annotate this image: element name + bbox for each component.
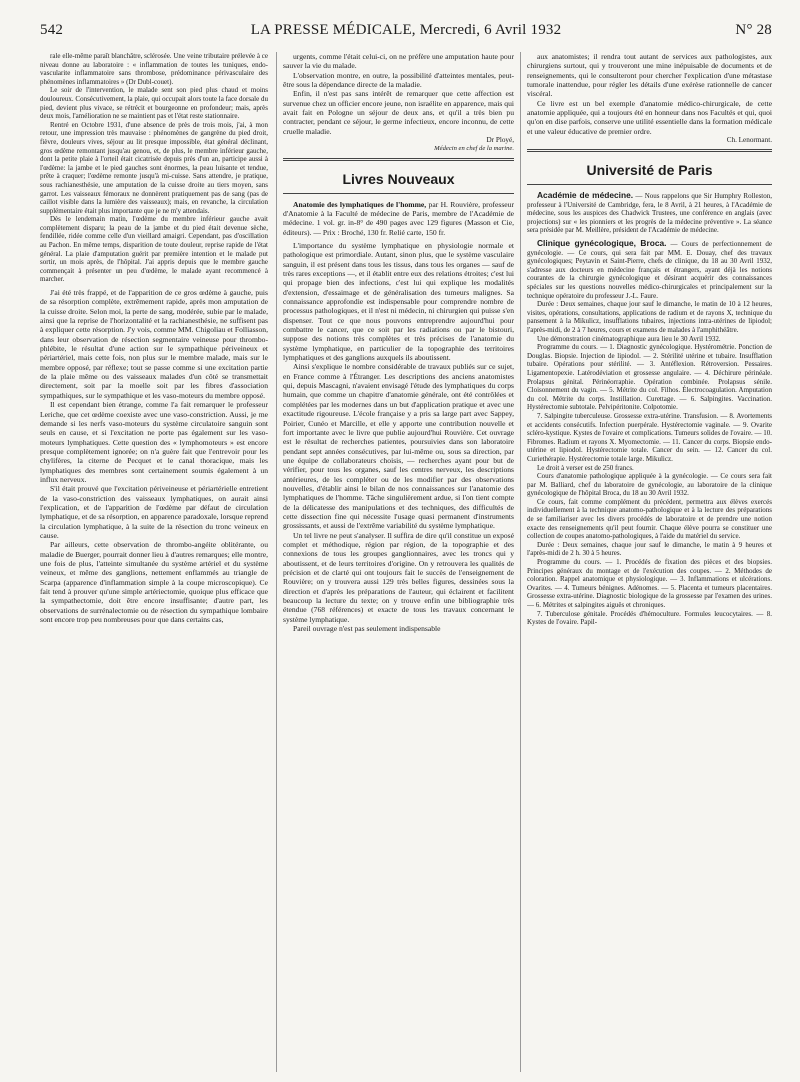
- subsection-heading: Clinique gynécologique, Broca.: [537, 238, 667, 249]
- paragraph: Une démonstration cinématographique aura lieu le 30 Avril 1932.: [537, 334, 721, 343]
- paragraph: J'ai été très frappé, et de l'apparition de ce gros œdème à gauche, puis de sa résorption complète, extrêmement rapide, après mon amputation de la cuisse droite. Selon moi, la perte de sang, modérée, subie par le malade, ainsi que la reprise de l'horizontalité et la rachianesthésie, ne suffisent pas à expliquer cette résorption. J'y vois, comme MM. Chigoliau et Folliasson, dans leur observation de résection segmentaire veineuse pour thrombo-phlébite, le résultat d'une action sur le sympathique périveineux et périartériel, mais cette fois, non plus sur le membre malade, mais sur le membre opposé, par réflexe; tout se passe comme si une excitation partie de la plaie même ou des vaisseaux malades d'un côté se transmettait directement, soit par la moelle soit par les fibres d'association sympathiques, sur le sympathique et les vaso-moteurs du membre opposé.: [40, 288, 268, 400]
- paragraph: 7. Salpingite tuberculeuse. Grossesse extra-utérine. Transfusion. — 8. Avortements et accidents consécutifs. Infection puerpérale. Hystérectomie vaginale. — 9. Ovarite scléro-kystique. Kystes de l'ovaire et complications. Tumeurs solides de l'ovaire. — 10. Fibromes. Radium et rayons X. Myomectomie. — 11. Cancer du corps. Biopsie endo-utérine et lipiodol. Hystérectomie totale. Cancer du sein. — 12. Cancer du col. Curiethérapie. Hystérectomie totale large. Mikulicz.: [527, 411, 772, 463]
- author-signature: Dr Ployé,: [486, 136, 514, 145]
- journal-title: LA PRESSE MÉDICALE, Mercredi, 6 Avril 1932: [250, 22, 562, 38]
- paragraph: Programme du cours. — 1. Procédés de fixation des pièces et des biopsies. Principes généraux du montage et de l'exécution des coupes. — 2. Méthodes de coloration. Rappel anatomique et physiologique. — 3. Inflammations et ulcérations. Ovarites. — 4. Tumeurs bénignes. Adénomes. — 5. Placenta et tumeurs placentaires. Grossesse extra-utérine. Diagnostic biologique de la grossesse par l'examen des urines. — 6. Métrites et salpingites aiguës et chroniques.: [527, 558, 772, 609]
- paragraph: S'il était prouvé que l'excitation périveineuse et périartérielle entretient de la vaso-constriction des vaisseaux lymphatiques, on aurait ainsi l'explication, et de l'apparition de l'œdème par défaut de circulation lymphatique, et de sa résorption, en apparence paradoxale, lorsque reprend la circulation lymphatique, à la suite de la résection du tronc veineux en cause.: [40, 484, 268, 540]
- issue-number: N° 28: [735, 22, 772, 38]
- paragraph: L'importance du système lymphatique en physiologie normale et pathologique est primordiale. Autant, sinon plus, que le système vasculaire sanguin, il est présent dans tous les tissus, dans tous les organes — sauf de très rares exceptions —, et il établit entre eux des relations étroites; c'est lui qui propage bien des infections, c'est lui qui explique les modalités d'extension, d'essaimage et de généralisation des tumeurs malignes. Sa connaissance approfondie est indispensable pour comprendre nombre de processus pathologiques, et il n'est ni médecin, ni chirurgien qui puisse s'en dispenser. Tout ce que nous pouvons entreprendre aujourd'hui pour combattre le cancer, que ce soit par les radiations ou par le bistouri, suppose des notions très complètes et très précises de l'anatomie du système lymphatique, en particulier de la topographie des territoires lymphatiques et des ganglions auxquels ils aboutissent.: [283, 240, 514, 363]
- paragraph: Cours d'anatomie pathologique appliquée à la gynécologie. — Ce cours sera fait par M. Balliard, chef du laboratoire de gynécologie, au laboratoire de la clinique gynécologique de l'hôpital Broca, du 18 au 30 Avril 1932.: [527, 472, 772, 498]
- author-role: Médecin en chef de la marine.: [434, 145, 514, 153]
- paragraph: Ce livre est un bel exemple d'anatomie médico-chirurgicale, de cette anatomie appliquée, qui a toujours été en honneur dans nos Facultés et qui, quoi qu'on en dise parfois, conserve une utilité essentielle dans la formation médicale et une valeur éducative de premier ordre.: [527, 98, 772, 136]
- paragraph: aux anatomistes; il rendra tout autant de services aux pathologistes, aux chirurgiens surtout, qui y trouveront une mine inépuisable de documents et de renseignements, qui le consulteront pour chercher l'explication d'une métastase tumorale inattendue, pour régler les détails d'une exérèse rationnelle de cancer viscéral.: [527, 52, 772, 99]
- paragraph: urgents, comme l'était celui-ci, on ne préfère une amputation haute pour sauver la vie du malade.: [283, 52, 514, 71]
- paragraph: 7. Tuberculose génitale. Procédés d'hémoculture. Formules leucocytaires. — 8. Kystes de l'ovaire. Papil-: [527, 609, 772, 627]
- column-divider: [520, 52, 521, 1072]
- paragraph: Par ailleurs, cette observation de thrombo-angéite oblitérante, ou maladie de Buerger, pourrait donner lieu à d'autres remarques; elle montre, une fois de plus, l'atteinte simultanée du système artériel et du système veineux, et même des ganglions, nettement enflammés au triangle de Scarpa (apparence d'inflammation simple à la coupe microscopique). Ce fait tend à prouver qu'une simple artériectomie, quoique plus efficace que la sympathectomie, doit être encore insuffisante; d'autre part, les observations de surrénalectomie ou de résection du sympathique lombaire sont encore trop peu nombreuses pour que dans certains cas,: [40, 540, 268, 625]
- paragraph: Dès le lendemain matin, l'œdème du membre inférieur gauche avait complètement disparu; la peau de la jambe et du pied était devenue sèche, fendillée, ridée comme celle d'un vieillard amaigri. Cependant, pas d'oscillation au Pachon. En même temps, disparition de toute douleur, reprise rapide de l'état général. La plaie d'amputation guérit par première intention et le malade put sortir, un mois après, de l'hôpital. J'ai appris depuis que le membre gauche commençait à présenter un peu d'œdème, le malade ayant recommencé à marcher.: [40, 215, 268, 284]
- page-number: 542: [40, 22, 64, 38]
- paragraph: Durée : Deux semaines, chaque jour sauf le dimanche, le matin de 10 à 12 heures, visites, opérations, consultations, applications de radium et de rayons X, technique du pansement à la Mikulicz, insufflations tubaires, injections intra-utérines de lipiodol; l'après-midi, de 2 à 7 heures, cours et examens de malades à l'amphithéâtre.: [527, 300, 772, 334]
- paragraph: Durée : Deux semaines, chaque jour sauf le dimanche, le matin à 9 heures et l'après-midi de 2 h. 30 à 5 heures.: [527, 540, 772, 558]
- paragraph: Rentré en Octobre 1931, d'une absence de près de trois mois, j'ai, à mon retour, une impression très mauvaise : phénomènes de gangrène du pied droit, fièvre, douleurs vives, séjour au lit presque impossible, état général déclinant, gros œdème remontant jusqu'au genou, et, de plus, le membre inférieur gauche, dont la petite plaie à l'orteil était cicatrisée depuis près d'un an, participe aussi à l'œdème: la jambe et le pied gauches sont énormes, la peau luisante et tendue, prête à craquer; l'œdème remonte jusqu'à mi-cuisse. Sans attendre, je pratique, sous rachianesthésie, une amputation de la cuisse droite au tiers moyen, sans garrot. Les vaisseaux fémoraux ne donnèrent pratiquement pas de sang (pas de caillot visible dans la lumière des vaisseaux); mais, en revanche, la circulation supplémentaire était plus importante que je ne m'y attendais.: [40, 120, 268, 215]
- paragraph: — Nous rappelons que Sir Humphry Rolleston, professeur à l'Université de Cambridge, fera, le 8 Avril, à 21 heures, à l'Académie de médecine, sous les auspices des Chadwick Trustees, une conférence en anglais (avec projections) sur « les pionniers et les progrès de la médecine préventive ». La séance sera présidée par M. Meillère, président de l'Académie de médecine.: [527, 192, 772, 235]
- paragraph: Enfin, il n'est pas sans intérêt de remarquer que cette affection est survenue chez un officier encore jeune, non israélite en apparence, mais qui avait fait en Pologne un séjour de deux ans, et qu'il a très bien pu contracter, pendant ce séjour, le germe infectieux, encore inconnu, de cette cruelle maladie.: [283, 89, 514, 136]
- page-header: [40, 22, 772, 46]
- paragraph: Programme du cours. — 1. Diagnostic gynécologique. Hystérométrie. Ponction de Douglas. Biopsie. Injection de lipiodol. — 2. Stérilité utérine et tubaire. Insufflation tubaire. Opérations pour stérilité. — 3. Antéflexion. Rétroversion. Pessaires. Ligamentopexie. Latérodéviation et grossesse angulaire. — 4. Déchirure périnéale. Prolapsus génital. Périnéorraphie. Opération combinée. Prolapsus sénile. Cloisonnement du vagin. — 5. Métrite du col. Filhos. Électrocoagulation. Amputation du col. Métrite du corps. Instillation. Curettage. — 6. Salpingites. Vaccination. Hystérectomie subtotale. Pelvipéritonite. Colpotomie.: [527, 343, 772, 412]
- paragraph: L'observation montre, en outre, la possibilité d'atteintes mentales, peut-être sous la dépendance directe de la maladie.: [283, 70, 514, 90]
- paragraph: Ce cours, fait comme complément du précédent, permettra aux élèves exercés individuellement à la technique anatomo-pathologique et à la lecture des préparations de se familiariser avec les divers procédés de laboratoire et de prendre une notion exacte des renseignements qu'il peut fournir. Chaque élève pourra se constituer une collection de coupes anatomo-pathologiques, à l'aide du matériel du service.: [527, 497, 772, 541]
- subsection-heading: Académie de médecine.: [537, 190, 634, 201]
- column-divider: [276, 52, 277, 1072]
- paragraph: rale elle-même paraît blanchâtre, sclérosée. Une veine tributaire prélevée à ce niveau donne au laboratoire : « inflammation de toutes les tuniques, endo-vascularite inflammatoire sans thrombose, prédominance périvasculaire des phénomènes inflammatoires » (Dr Dubl-couet).: [40, 52, 268, 86]
- paragraph: Le droit à verser est de 250 francs.: [537, 463, 634, 472]
- paragraph: — Cours de perfectionnement de gynécologie. — Ce cours, qui sera fait par MM. E. Douay, chef des travaux gynécologiques; Peytavin et Saint-Pierre, chefs de clinique, du 18 au 30 Avril 1932, s'adresse aux docteurs en médecine français et étrangers, ayant déjà les notions courantes de la chirurgie gynécologique et désirant acquérir des connaissances spéciales sur les questions nouvelles médico-chirurgicales et principalement sur la technique opératoire du professeur J.-L. Faure.: [527, 240, 772, 300]
- paragraph: Pareil ouvrage n'est pas seulement indispensable: [293, 624, 441, 634]
- section-heading-universite-de-paris: Université de Paris: [527, 149, 772, 185]
- book-reference: par H. Rouvière, professeur d'Anatomie à la Faculté de médecine de Paris, membre de l'Académie de médecine. 1 vol. gr. in-8° de 490 pages avec 129 figures (Masson et Cie, éditeurs). — Prix : Broché, 130 fr. Relié carte, 150 fr.: [283, 199, 514, 237]
- section-heading-livres-nouveaux: Livres Nouveaux: [283, 158, 514, 194]
- book-title: Anatomie des lymphatiques de l'homme,: [293, 199, 427, 209]
- column-3: [527, 52, 772, 1072]
- column-2: [283, 52, 514, 1072]
- review-signature: Ch. Lenormant.: [726, 136, 772, 145]
- column-1: [40, 52, 268, 1072]
- paragraph: Il est cependant bien étrange, comme l'a fait remarquer le professeur Leriche, que cet œdème coexiste avec une vaso-constriction. Aussi, je me demande si les nerfs vaso-moteurs du système circulatoire sanguin sont seuls en cause, et si l'excitation ne porte pas également sur les vaso-moteurs lymphatiques. Cette question des « lymphomoteurs » est encore presque complètement ignorée; on n'a guère fait que l'entrevoir pour les chylifères, la citerne de Pecquet et le canal thoracique, mais les lymphatiques des membres sont certainement soumis également à un influx nerveux.: [40, 400, 268, 484]
- paragraph: Un tel livre ne peut s'analyser. Il suffira de dire qu'il constitue un exposé complet et méthodique, région par région, de la topographie et des connexions de tous les groupes ganglionnaires, avec les troncs qui y aboutissent, et de leurs territoires d'origine. On y retrouvera les qualités de précision et de clarté qui ont toujours fait le succès de l'enseignement de Rouvière; on y trouvera aussi 129 très belles figures, dessinées sous la direction et d'après les préparations de l'auteur, qui éclairent et facilitent beaucoup la lecture du texte; on y trouve enfin une bibliographie très étendue (768 références) et exacte de tous les travaux concernant le système lymphatique.: [283, 530, 514, 624]
- paragraph: Ainsi s'explique le nombre considérable de travaux publiés sur ce sujet, en France comme à l'Étranger. Les descriptions des anciens anatomistes qui, depuis Mascagni, n'avaient envisagé l'étude des lymphatiques du corps humain, que comme un chapitre d'anatomie générale, ont été contrôlées et complétées par les modernes dans un but d'application pratique et avec une exactitude rigoureuse. L'école française y a pris sa large part avec Sappey, Poirier, Cunéo et Marcille, et elle y apporte une contribution nouvelle et fort importante avec le livre que publie aujourd'hui Rouvière. Cet ouvrage est le résultat de recherches patientes, poursuivies dans son laboratoire pendant sept années consécutives, par lui-même ou, sous sa direction, par une équipe de collaborateurs choisis, — recherches ayant pour but de vérifier, pour tous les organes, sauf les centres nerveux, les descriptions antérieures, de les compléter ou de les modifier par des observations nouvelles, d'établir ainsi le bilan de nos connaissances sur l'anatomie des lymphatiques de l'homme. Tâche singulièrement ardue, si l'on tient compte de la délicatesse des manipulations et des techniques, des difficultés de cette dissection fine qui nécessite l'usage quasi permanent d'instruments grossissants, et aussi de l'extrême variabilité du système lymphatique.: [283, 362, 514, 531]
- paragraph: Le soir de l'intervention, le malade sent son pied plus chaud et moins douloureux. Consécutivement, la plaie, qui occupait alors toute la face dorsale du pied, devient plus vivace, se rétrécit et bourgeonne en profondeur; mais, après deux mois, l'amélioration ne se maintient pas et l'état reste stationnaire.: [40, 86, 268, 121]
